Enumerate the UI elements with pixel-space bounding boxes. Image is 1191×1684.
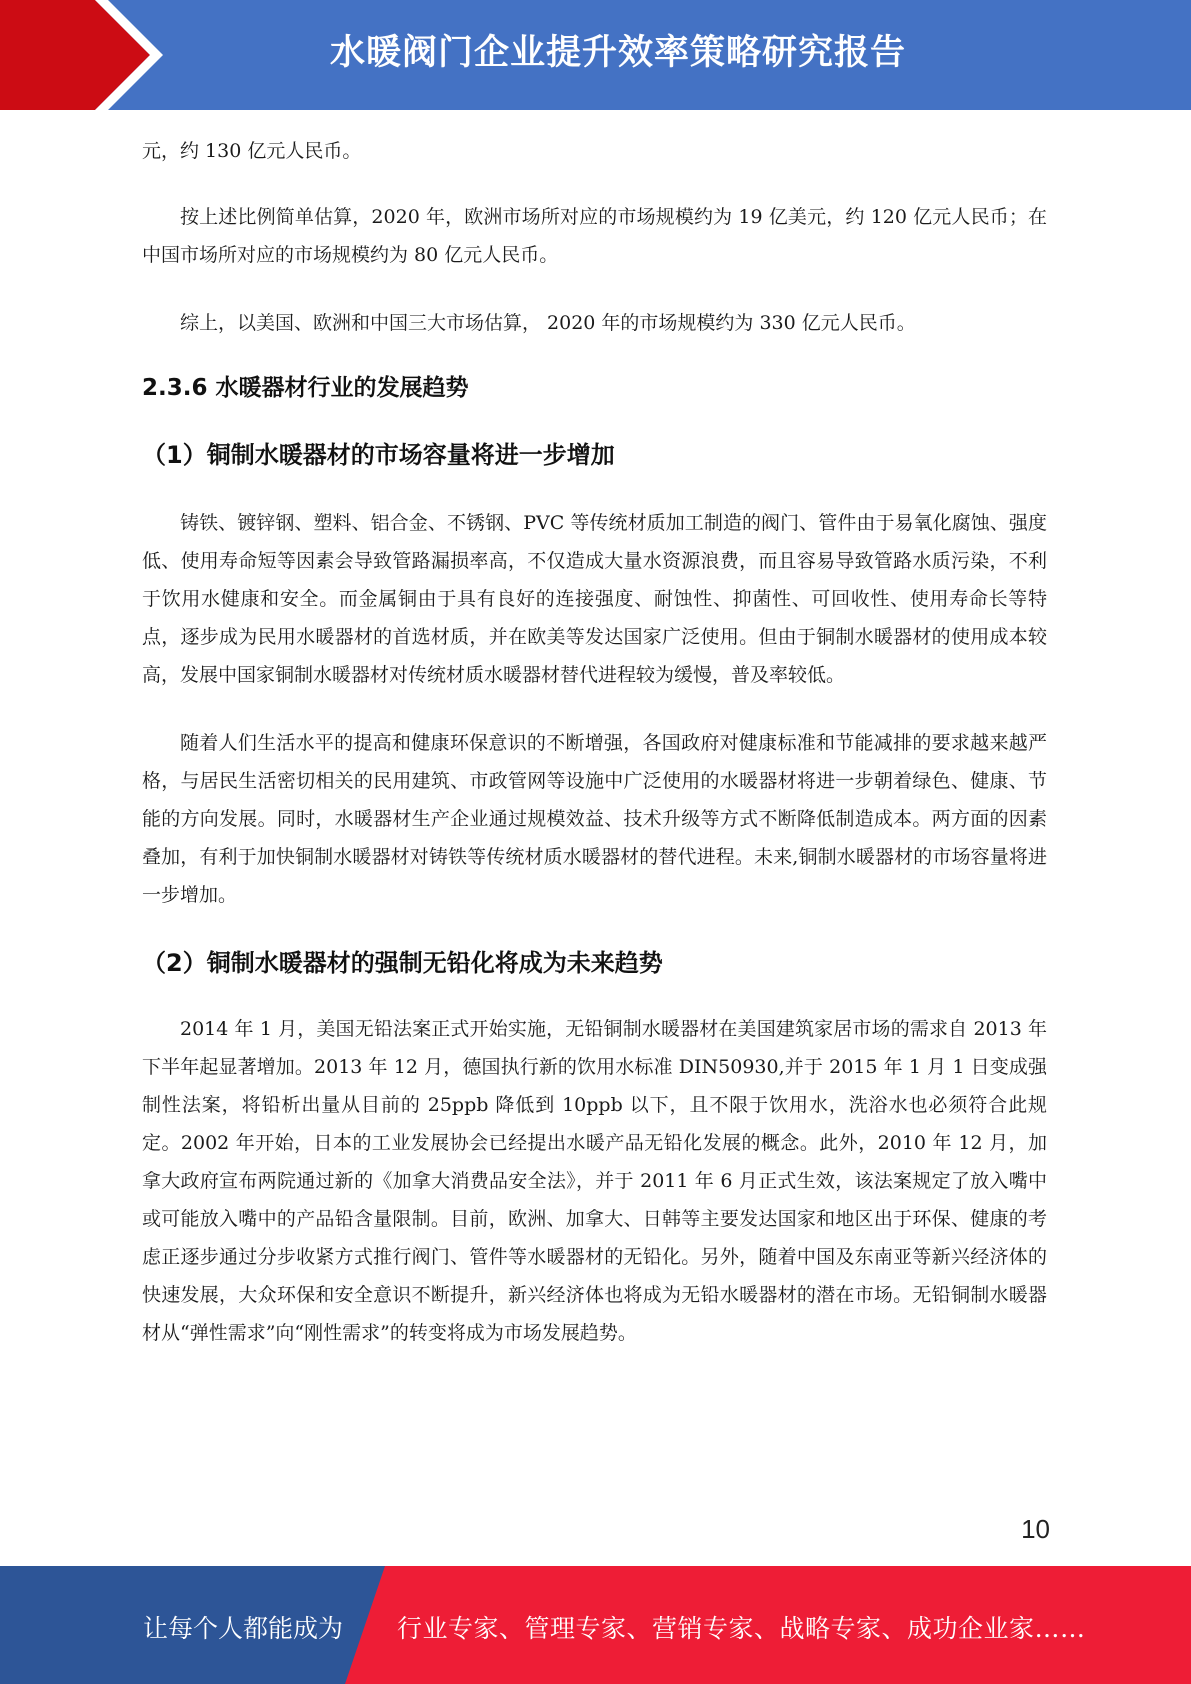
paragraph-europe-china-estimate: 按上述比例简单估算，2020 年，欧洲市场所对应的市场规模约为 19 亿美元，约 120 亿元人民币；在中国市场所对应的市场规模约为 80 亿元人民币。 [142,206,1047,266]
subheading-copper-capacity: （1）铜制水暖器材的市场容量将进一步增加 [142,441,615,469]
page-header [0,0,1191,110]
page-number: 10 [1021,1514,1050,1544]
footer-slogan-right: 行业专家、管理专家、营销专家、战略专家、成功企业家…… [397,1614,1086,1643]
section-heading: 2.3.6 水暖器材行业的发展趋势 [142,375,469,401]
paragraph-environmental-trend: 随着人们生活水平的提高和健康环保意识的不断增强，各国政府对健康标准和节能减排的要求越来越严格，与居民生活密切相关的民用建筑、市政管网等设施中广泛使用的水暖器材将进一步朝着绿色、健康、节能的方向发展。同时，水暖器材生产企业通过规模效益、技术升级等方式不断降低制造成本。两方面的因素叠加，有利于加快铜制水暖器材对铸铁等传统材质水暖器材的替代进程。未来,铜制水暖器材的市场容量将进一步增加。 [142,732,1047,906]
report-title: 水暖阀门企业提升效率策略研究报告 [330,33,907,73]
paragraph-copper-materials: 铸铁、镀锌钢、塑料、铝合金、不锈钢、PVC 等传统材质加工制造的阀门、管件由于易氧化腐蚀、强度低、使用寿命短等因素会导致管路漏损率高，不仅造成大量水资源浪费，而且容易导致管路水质污染，不利于饮用水健康和安全。而金属铜由于具有良好的连接强度、耐蚀性、抑菌性、可回收性、使用寿命长等特点，逐步成为民用水暖器材的首选材质，并在欧美等发达国家广泛使用。但由于铜制水暖器材的使用成本较高，发展中国家铜制水暖器材对传统材质水暖器材替代进程较为缓慢，普及率较低。 [142,512,1047,686]
header-red-chevron [0,0,150,110]
paragraph-lead-free-regulations: 2014 年 1 月，美国无铅法案正式开始实施，无铅铜制水暖器材在美国建筑家居市场的需求自 2013 年下半年起显著增加。2013 年 12 月，德国执行新的饮用水标准 DIN50930,并于 2015 年 1 月 1 日变成强制性法案，将铅析出量从目前的 25ppb 降低到 10ppb 以下，且不限于饮用水，洗浴水也必须符合此规定。2002 年开始，日本的工业发展协会已经提出水暖产品无铅化发展的概念。此外，2010 年 12 月，加拿大政府宣布两院通过新的《加拿大消费品安全法》，并于 2011 年 6 月正式生效，该法案规定了放入嘴中或可能放入嘴中的产品铅含量限制。目前，欧洲、加拿大、日韩等主要发达国家和地区出于环保、健康的考虑正逐步通过分步收紧方式推行阀门、管件等水暖器材的无铅化。另外，随着中国及东南亚等新兴经济体的快速发展，大众环保和安全意识不断提升，新兴经济体也将成为无铅水暖器材的潜在市场。无铅铜制水暖器材从“弹性需求”向“刚性需求”的转变将成为市场发展趋势。 [142,1018,1047,1344]
page-footer [0,1566,1191,1684]
page-content [142,132,1047,1352]
paragraph-continuation: 元，约 130 亿元人民币。 [142,140,362,162]
paragraph-market-summary: 综上，以美国、欧洲和中国三大市场估算， 2020 年的市场规模约为 330 亿元人民币。 [180,312,916,334]
subheading-lead-free: （2）铜制水暖器材的强制无铅化将成为未来趋势 [142,949,663,977]
footer-slogan-left: 让每个人都能成为 [143,1614,344,1643]
